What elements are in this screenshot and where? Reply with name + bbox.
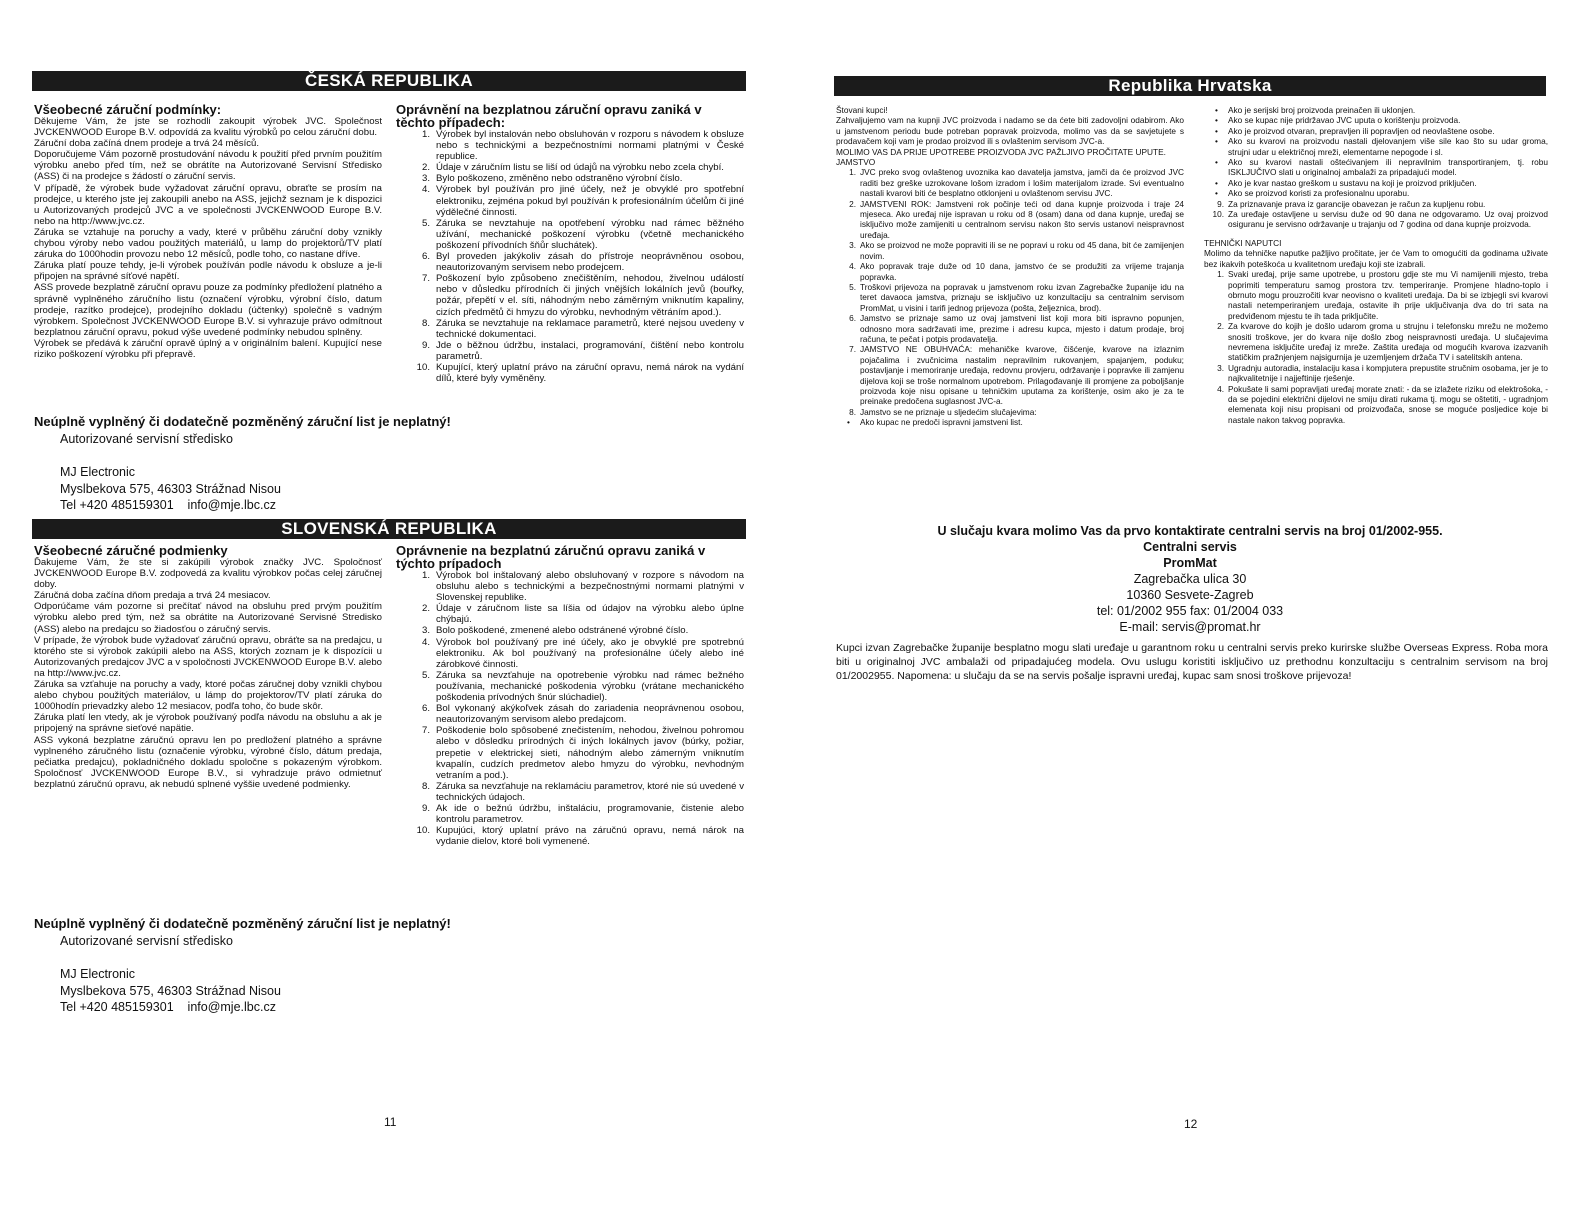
cz-contact-block xyxy=(34,414,620,514)
cz-address: Myslbekova 575, 46303 Strážnad Nisou xyxy=(60,481,281,496)
cz-service-label: Autorizované servisní středisko xyxy=(60,431,233,446)
list-item: • Ako je serijski broj proizvoda preinačen ili uklonjen. xyxy=(1228,105,1548,115)
list-item: Záruka sa nevzťahuje na reklamáciu parametrov, ktoré nie sú uvedené v technických údajoch. xyxy=(436,780,744,803)
right-page xyxy=(792,0,1585,1225)
hr-exclusions-list xyxy=(1204,105,1548,199)
sk-rights-column xyxy=(396,544,744,847)
cz-general-paragraph: Záruka platí pouze tehdy, je-li výrobek používán podle návodu k obsluze a je-li připojen na správné síťové napětí. xyxy=(34,260,382,283)
sk-general-paragraph: ASS vykoná bezplatne záručnú opravu len po predložení platného a správne vyplneného záručného listu (označenie výrobku, výrobné číslo, dátum predaja, pečiatka predajcu), pokladničného dokladu spoločne s pokazeným výrobkom. Spoločnosť JVCKENWOOD Europe B.V., si vyhradzuje právo odmietnuť bezplatnú záručnú opravu, ak nebudú splnené vyššie uvedené podmienky. xyxy=(34,734,382,790)
list-item: Kupující, který uplatní právo na záruční opravu, nemá nárok na vydání dílů, které byly vyměněny. xyxy=(436,361,744,385)
hr-contact-notice: U slučaju kvara molimo Vas da prvo kontaktirate centralni servis na broj 01/2002-955. xyxy=(937,524,1443,538)
hr-tech-title: TEHNIČKI NAPUTCI xyxy=(1204,237,1282,248)
list-item: Poškodenie bolo spôsobené znečistením, nehodou, živelnou pohromou alebo v dôsledku prírodných či iných lokálnych javov (búrky, požiar, prepetie v elektrickej sieti, náhodným alebo zámerným vniknutím kvapalín, cudzích predmetov alebo hmyzu do výrobku, nevhodným vetraním a pod.). xyxy=(436,725,744,781)
cz-general-paragraph: Výrobek se předává k záruční opravě úplný a v originálním balení. Kupující nese riziko poškození výrobku při přepravě. xyxy=(34,337,382,360)
list-item: Výrobok bol používaný pre iné účely, ako je obvyklé pre spotrebnú elektroniku. Ak bol používaný na profesionálne účely alebo iné zárobkové činnosti. xyxy=(436,636,744,670)
cz-rights-column xyxy=(396,103,744,384)
list-item: Kupujúci, ktorý uplatní právo na záručnú opravu, nemá nárok na vydanie dielov, ktoré boli vymenené. xyxy=(436,825,744,848)
hr-tech-intro: Molimo da tehničke naputke pažljivo pročitate, jer će Vam to omogućiti da godinama uživate bez ikakvih poteškoća u kvalitetnom uređaju koji ste izabrali. xyxy=(1204,248,1548,269)
cz-rights-list xyxy=(396,129,744,384)
list-item: • Ako kupac ne predoči ispravni jamstveni list. xyxy=(860,417,1184,427)
sk-general-paragraph: Záručná doba začína dňom predaja a trvá 24 mesiacov. xyxy=(34,590,271,602)
hr-contact-service: Centralni servis xyxy=(1143,540,1237,554)
list-item: Údaje v záručním listu se liší od údajů na výrobku nebo zcela chybí. xyxy=(436,162,724,174)
cz-company: MJ Electronic xyxy=(60,465,136,479)
sk-company: MJ Electronic xyxy=(60,967,136,981)
page-number: 12 xyxy=(1184,1117,1198,1131)
list-item: Výrobek byl instalován nebo obsluhován v rozporu s návodem k obsluze nebo s technickými a bezpečnostními normami platnými v České republice. xyxy=(436,129,744,163)
cz-general-column xyxy=(34,103,382,360)
list-item: Za uređaje ostavljene u servisu duže od 90 dana ne odgovaramo. Uz ovaj proizvod osiguranu je servisno održavanje u trajanju od 7 godina od dana kupnje proizvoda. xyxy=(1228,209,1548,230)
list-item: Ugradnju autoradia, instalaciju kasa i kompjutera prepustite stručnim osobama, jer je to najkvalitetnije i najjeftinije rješenje. xyxy=(1228,362,1548,384)
hr-warranty-label: JAMSTVO xyxy=(836,157,876,168)
list-item: Záruka se nevztahuje na opotřebení výrobku nad rámec běžného užívání, mechanické poškození výrobku (včetně mechanického poškození přívodních šňůr sluchátek). xyxy=(436,217,744,251)
page-number: 11 xyxy=(384,1115,397,1129)
cz-phone-email: Tel +420 485159301 info@mje.lbc.cz xyxy=(60,498,276,512)
sk-general-paragraph: Odporúčame vám pozorne si prečítať návod na obsluhu pred prvým použitím výrobku alebo pred tým, než sa obrátite na Autorizované Servisné Stredisko (ASS) alebo na predajcu so žiadosťou o záručný servis. xyxy=(34,601,382,635)
sk-warning: Neúplně vyplněný či dodatečně pozměněný záruční list je neplatný! xyxy=(34,916,451,931)
hr-contact-company: PromMat xyxy=(1163,556,1217,570)
sk-rights-list xyxy=(396,570,744,847)
sk-address: Myslbekova 575, 46303 Strážnad Nisou xyxy=(60,983,281,998)
cz-general-paragraph: Záruční doba začíná dnem prodeje a trvá 24 měsíců. xyxy=(34,138,260,150)
hr-contact-city: 10360 Sesvete-Zagreb xyxy=(1126,588,1254,602)
cz-warning: Neúplně vyplněný či dodatečně pozměněný záruční list je neplatný! xyxy=(34,414,451,429)
list-item: • Ako su kvarovi na proizvodu nastali djelovanjem više sile kao što su udar groma, strujni udar u električnoj mreži, elementarne nepogode i sl. xyxy=(1228,136,1548,157)
list-item: Záruka sa nevzťahuje na opotrebenie výrobku nad rámec bežného používania, mechanické poškodenia výrobku (vrátane mechanického poškodenia prívodných šnúr slúchadiel). xyxy=(436,669,744,704)
hr-bottom-paragraph: Kupci izvan Zagrebačke županije besplatno mogu slati uređaje u garantnom roku u centralni servis preko kurirske službe Overseas Express. Roba mora biti u originalnoj JVC ambalaži od pripadajućeg modela. Ovu uslugu koristiti isključivo uz prethodnu konzultaciju s centralnim servisom na broj 01/2002955. Napomena: u slučaju da se na servis pošalje ispravni uređaj, kupac sam snosi troškove prijevoza! xyxy=(836,642,1548,682)
hr-tech-list xyxy=(1204,269,1548,425)
sk-contact-block xyxy=(34,916,620,1016)
list-item: JVC preko svog ovlaštenog uvoznika kao davatelja jamstva, jamči da će proizvod JVC raditi bez greške uzrokovane lošom izradom i lošim materijalom izrade. Svi eventualno nastali kvarovi biti će besplatno otklonjeni u ovlaštenom servisu JVC. xyxy=(860,167,1184,199)
cz-general-paragraph: ASS provede bezplatně záruční opravu pouze za podmínky předložení platného a správně vyplněného záručního listu (označení výrobku, výrobní číslo, datum prodeje, razítko prodejce), prodejního dokladu (účtenky) společně s vadným výrobkem. Společnost JVCKENWOOD Europe B.V. si vyhrazuje právo odmítnout bezplatnou záruční opravu, pokud výše uvedené podmínky nebudou splněny. xyxy=(34,282,382,338)
list-item: • Ako su kvarovi nastali oštećivanjem ili nepravilnim transportiranjem, tj. robu ISKLJUČIVO slati u originalnoj ambalaži za pripadajući model. xyxy=(1228,157,1548,178)
hr-intro: Zahvaljujemo vam na kupnji JVC proizvoda i nadamo se da ćete biti zadovoljni odabirom. Ako u jamstvenom periodu bude potreban popravak proizvoda, molimo vas da se savjetujete s prodavačem koji vam je prodao proizvod ili s ovlaštenim servisom JVC-a. xyxy=(836,115,1184,147)
hr-section-title: Republika Hrvatska xyxy=(834,76,1546,96)
hr-contact-email: E-mail: servis@promat.hr xyxy=(1119,620,1261,634)
hr-contact-street: Zagrebačka ulica 30 xyxy=(1133,572,1247,586)
list-item: • Ako je kvar nastao greškom u sustavu na koji je proizvod priključen. xyxy=(1228,178,1548,188)
list-item: Výrobok bol inštalovaný alebo obsluhovaný v rozpore s návodom na obsluhu alebo s technickými a bezpečnostnými normami platnými v Slovenskej republike. xyxy=(436,570,744,604)
list-item: Za priznavanje prava iz garancije obavezan je račun za kupljenu robu. xyxy=(1228,198,1486,209)
sk-general-paragraph: Záruka platí len vtedy, ak je výrobok používaný podľa návodu na obsluhu a ak je pripojený na správne sieťové napätie. xyxy=(34,712,382,735)
sk-general-paragraph: V prípade, že výrobok bude vyžadovať záručnú opravu, obráťte sa na predajcu, u ktorého ste si výrobok zakúpili alebo na ASS, ktorých zoznam je k dispozícii u Autorizovaných predajcov JVC a v spoločnosti JVCKENWOOD Europe B.V. alebo na http://www.jvc.cz. xyxy=(34,634,382,679)
list-item: • Ako se proizvod koristi za profesionalnu uporabu. xyxy=(1228,188,1548,198)
list-item: Pokušate li sami popravljati uređaj morate znati: - da se izlažete riziku od elektrošoka, - da se pojedini električni dijelovi ne smiju dirati rukama tj. mogu se oštetiti, - ugradnjom elemenata koji nisu propisani od proizvođača, snose se moguće posljedice koje bi nastale nakon takvog popravka. xyxy=(1228,383,1548,425)
list-item: Ako popravak traje duže od 10 dana, jamstvo će se produžiti za vrijeme trajanja popravka. xyxy=(860,261,1184,282)
hr-exclusions-column xyxy=(1204,105,1548,425)
list-item: Bol vykonaný akýkoľvek zásah do zariadenia neoprávnenou osobou, neautorizovaným servisom alebo predajcom. xyxy=(436,703,744,726)
list-item: Bolo poškodené, zmenené alebo odstránené výrobné číslo. xyxy=(436,625,689,637)
list-item: JAMSTVO NE OBUHVAĆA: mehaničke kvarove, čišćenje, kvarove na izlaznim pojačalima i zvučnicima nastalim nepravilnim rukovanjem, spajanjem, poduku; postavljanje i memoriranje uređaja, redovnu provjeru, održavanje i popravke ili zamjenu dijelova koji se troše normalnom upotrebom. Prilagođavanje ili promjene za poboljšanje proizvoda koje nisu opisane u tehničkim uputama za korištenje, osim ako je za te preinake predočena suglasnost JVC-a. xyxy=(860,344,1184,407)
sk-general-title: Všeobecné záručné podmienky xyxy=(34,543,228,558)
list-item: Svaki uređaj, prije same upotrebe, u prostoru gdje ste mu Vi namijenili mjesto, treba poprimiti temperaturu samog prostora tzv. temperiranje. Promjene hladno-toplo i obrnuto mogu prouzročiti kvar neovisno o kvaliteti uređaja. Da bi se izbjegli svi kvarovi nastali netemperiranjem uređaja, ostavite ih prije uključivanja dva do tri sata na predviđenom mjestu te ih tada priključite. xyxy=(1228,269,1548,321)
sk-rights-title: Oprávnenie na bezplatnú záručnú opravu zaniká v týchto prípadoch xyxy=(396,543,706,571)
sk-section-title: SLOVENSKÁ REPUBLIKA xyxy=(32,519,746,539)
list-item: • Ako se kupac nije pridržavao JVC uputa o korištenju proizvoda. xyxy=(1228,115,1548,125)
sk-general-paragraph: Ďakujeme Vám, že ste si zakúpili výrobok značky JVC. Spoločnosť JVCKENWOOD Europe B.V. zodpovedá za kvalitu výrobkov počas celej záručnej doby. xyxy=(34,557,382,591)
list-item: Výrobek byl používán pro jiné účely, než je obvyklé pro spotřební elektroniku, zejména pokud byl používán k profesionálním účelům či jiné výdělečné činnosti. xyxy=(436,184,744,218)
list-item: Jde o běžnou údržbu, instalaci, programování, čištění nebo kontrolu parametrů. xyxy=(436,339,744,362)
list-item: Byl proveden jakýkoliv zásah do přístroje neoprávněnou osobou, neautorizovaným servisem nebo prodejcem. xyxy=(436,251,744,274)
hr-warranty-list-cont xyxy=(1204,199,1548,230)
hr-contact-block xyxy=(834,523,1546,635)
list-item: Za kvarove do kojih je došlo udarom groma u strujnu i telefonsku mrežu ne možemo snositi troškove, jer do kvara nije došlo zbog neispravnosti uređaja. U slučajevima nevremena isključite uređaj iz mreže. Zaštita uređaja od mogućih kvarova izazvanih statičkim pražnjenjem najsigurnija je uzemljenjem držača TV i satelitskih antena. xyxy=(1228,321,1548,363)
list-item: Bylo poškozeno, změněno nebo odstraněno výrobní číslo. xyxy=(436,173,683,185)
left-page xyxy=(0,0,790,1225)
list-item: Ako se proizvod ne može popraviti ili se ne popravi u roku od 45 dana, bit će zamijenjen novim. xyxy=(860,240,1184,261)
hr-greeting: Štovani kupci! xyxy=(836,105,888,115)
list-item: Jamstvo se ne priznaje u sljedećim slučajevima: xyxy=(860,406,1037,417)
cz-general-title: Všeobecné záruční podmínky: xyxy=(34,102,222,117)
cz-rights-title: Oprávnění na bezplatnou záruční opravu zaniká v těchto případech: xyxy=(396,102,702,130)
list-item: JAMSTVENI ROK: Jamstveni rok počinje teći od dana kupnje proizvoda i traje 24 mjeseca. Ako uređaj nije ispravan u roku od 8 (osam) dana od dana kupnje, uređaj se isključivo može zamijeniti u centralnom servisu nakon što servis ustanovi neispravnost uređaja. xyxy=(860,198,1184,240)
list-item: Jamstvo se priznaje samo uz ovaj jamstveni list koji mora biti ispravno popunjen, odnosno mora sadržavati ime, prezime i adresu kupca, mjesto i datum prodaje, broj računa, te pečat i potpis prodavatelja. xyxy=(860,313,1184,344)
list-item: Záruka se nevztahuje na reklamace parametrů, které nejsou uvedeny v technické dokumentaci. xyxy=(436,317,744,340)
cz-general-paragraph: Děkujeme Vám, že jste se rozhodli zakoupit výrobek JVC. Společnost JVCKENWOOD Europe B.V. odpovídá za kvalitu výrobků po celou záruční dobu. xyxy=(34,116,382,139)
sk-general-column xyxy=(34,544,382,790)
hr-exclusion-first xyxy=(836,417,1184,427)
cz-general-paragraph: Záruka se vztahuje na poruchy a vady, které v průběhu záruční doby vznikly chybou výroby nebo vadou použitých materiálů, u lamp do projektorů/TV platí záruka do 1000hodin provozu nebo 12 měsíců, podle toho, co nastane dříve. xyxy=(34,226,382,261)
hr-contact-tel: tel: 01/2002 955 fax: 01/2004 033 xyxy=(1096,604,1284,618)
list-item: Údaje v záručnom liste sa líšia od údajov na výrobku alebo úplne chýbajú. xyxy=(436,603,744,626)
list-item: Troškovi prijevoza na popravak u jamstvenom roku izvan Zagrebačke županije idu na teret davaoca jamstva, priznaju se isključivo uz konzultaciju sa centralnim servisom PromMat, u visini i tarifi jednog prijevoza (pošta, željeznica, brod). xyxy=(860,281,1184,313)
cz-general-paragraph: Doporučujeme Vám pozorně prostudování návodu k použití před prvním použitím výrobku anebo před tím, než se obrátíte na Autorizované Servisní Středisko (ASS) či na prodejce s žádostí o záruční servis. xyxy=(34,149,382,183)
sk-phone-email: Tel +420 485159301 info@mje.lbc.cz xyxy=(60,1000,276,1014)
hr-instruction: MOLIMO VAS DA PRIJE UPOTREBE PROIZVODA JVC PAŽLJIVO PROČITATE UPUTE. xyxy=(836,146,1166,157)
list-item: • Ako je proizvod otvaran, prepravljen ili popravljen od neovlaštene osobe. xyxy=(1228,126,1548,136)
list-item: Ak ide o bežnú údržbu, inštaláciu, programovanie, čistenie alebo kontrolu parametrov. xyxy=(436,802,744,826)
hr-warranty-list xyxy=(836,167,1184,417)
hr-warranty-column xyxy=(836,105,1184,428)
list-item: Poškození bylo způsobeno znečištěním, nehodou, živelnou událostí nebo v důsledku přírodních či jiných vnějších lokálních jevů (bouřky, požár, přepětí v el. síti, náhodným nebo záměrným vniknutím kapaliny, cizích předmětů či hmyzu do výrobku, nevhodným větráním apod.). xyxy=(436,273,744,318)
sk-service-label: Autorizované servisní středisko xyxy=(60,933,233,948)
cz-general-paragraph: V případě, že výrobek bude vyžadovat záruční opravu, obraťte se prosím na prodejce, u kterého jste jej zakoupili anebo na ASS, jejichž seznam je k dispozici u Autorizovaných prodejců JVC a ve společnosti JVCKENWOOD Europe B.V. nebo na http://www.jvc.cz. xyxy=(34,182,382,227)
cz-section-title: ČESKÁ REPUBLIKA xyxy=(32,71,746,91)
sk-general-paragraph: Záruka sa vzťahuje na poruchy a vady, ktoré počas záručnej doby vznikli chybou alebo chybou použitých materiálov, u lámp do projektorov/TV platí záruka do 1000hodín prievadzky alebo 12 mesiacov, podľa toho, čo bude skôr. xyxy=(34,679,382,713)
